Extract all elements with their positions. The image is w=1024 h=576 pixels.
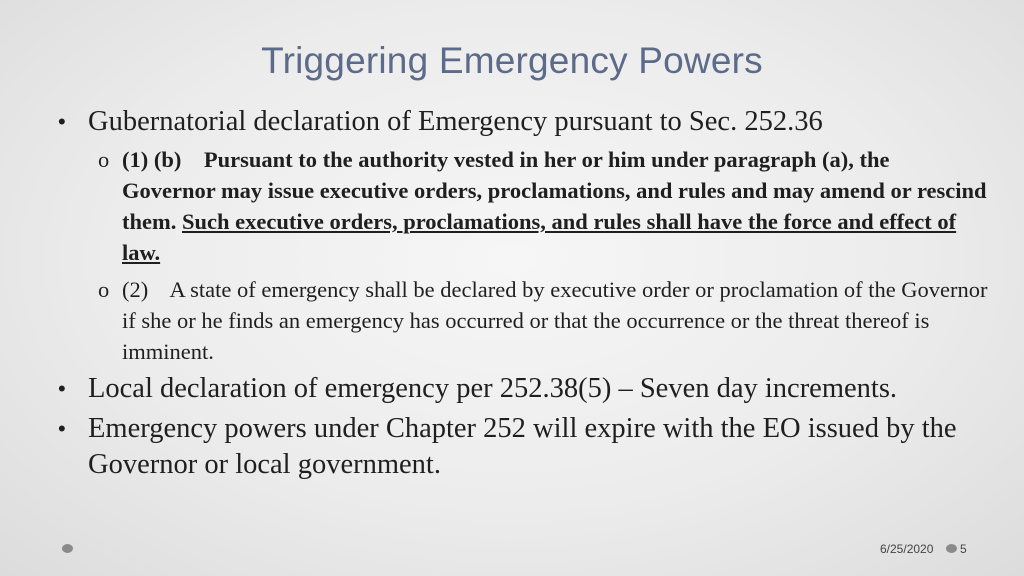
bullet-marker: •	[58, 376, 66, 401]
sub-bullet-marker: o	[98, 147, 110, 172]
decorative-dot	[946, 544, 957, 553]
slide-number: 5	[960, 542, 967, 556]
slide-content	[58, 104, 988, 483]
decorative-dot	[62, 544, 73, 553]
sub-bullet-underlined-text: Such executive orders, proclamations, and rules shall have the force and effect of law.	[122, 209, 957, 265]
sub-bullet-252-36-1b	[58, 144, 988, 268]
sub-bullet-ref: (2)	[122, 277, 149, 302]
sub-bullet-ref: (1) (b)	[122, 147, 182, 172]
bullet-marker: •	[58, 416, 66, 441]
bullet-gubernatorial-declaration	[58, 104, 988, 140]
sub-bullet-text: A state of emergency shall be declared by executive order or proclamation of the Governor if she or he finds an emergency has occurred or that the occurrence or the threat thereof is imminent.	[122, 277, 988, 364]
bullet-text: Gubernatorial declaration of Emergency pursuant to Sec. 252.36	[88, 106, 823, 137]
bullet-local-declaration	[58, 371, 988, 407]
slide-title: Triggering Emergency Powers	[261, 40, 763, 81]
footer-date: 6/25/2020	[880, 542, 934, 556]
sub-bullet-bold-text: Pursuant to the authority vested in her or him under paragraph (a), the Governor may issue executive orders, proclamations, and rules and may amend or rescind them.	[122, 147, 987, 234]
sub-bullet-marker: o	[98, 277, 110, 302]
bullet-marker: •	[58, 109, 66, 134]
bullet-text: Local declaration of emergency per 252.38(5) – Seven day increments.	[88, 373, 898, 404]
bullet-text: Emergency powers under Chapter 252 will expire with the EO issued by the Governor or local government.	[88, 413, 957, 480]
sub-bullet-252-36-2	[58, 274, 988, 367]
bullet-emergency-powers-expire	[58, 411, 988, 483]
